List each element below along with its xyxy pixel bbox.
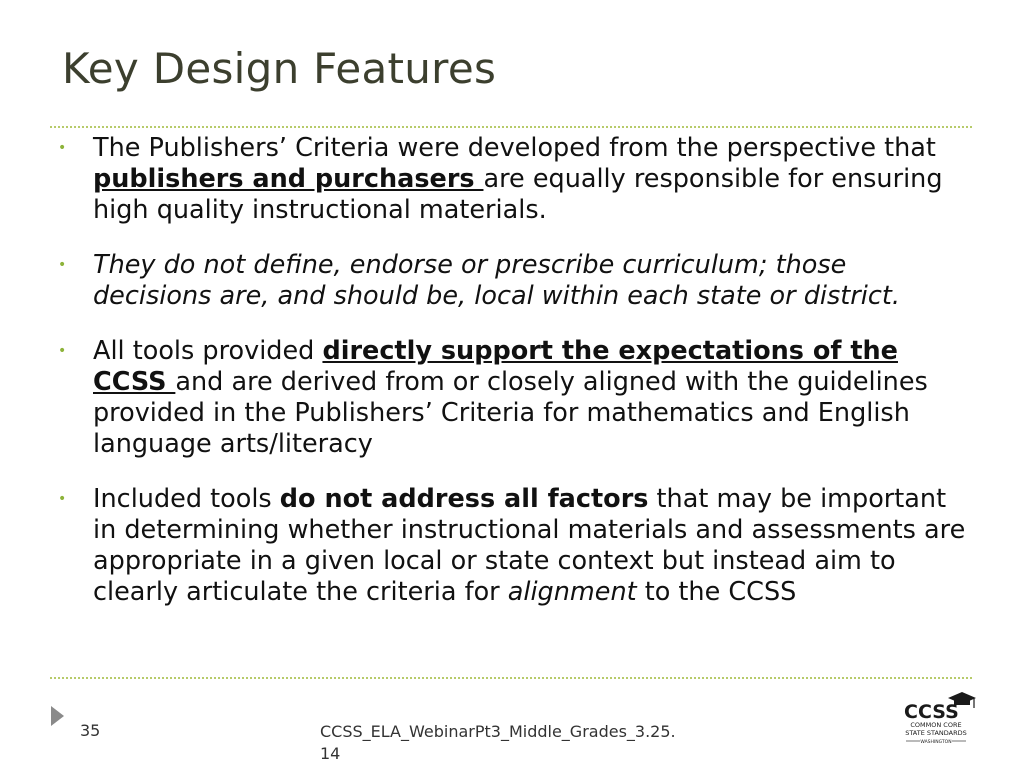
bullet-dot-icon: • <box>58 343 67 359</box>
bullet-dot-icon: • <box>58 257 67 273</box>
top-divider <box>50 126 972 128</box>
bullet-list <box>58 133 968 608</box>
logo-line1: COMMON CORE <box>910 721 962 729</box>
logo-line2: STATE STANDARDS <box>905 729 967 737</box>
bullet-item <box>58 336 968 460</box>
bullet-item <box>58 250 968 312</box>
ccss-logo <box>896 688 976 748</box>
logo-mark: CCSS <box>904 701 959 723</box>
bullet-item <box>58 484 968 608</box>
emphasis-text: alignment <box>507 577 637 607</box>
play-arrow-icon <box>51 706 64 726</box>
footer-file-label: CCSS_ELA_WebinarPt3_Middle_Grades_3.25. 14 <box>320 722 676 763</box>
logo-line3: WASHINGTON <box>920 740 952 745</box>
bullet-item <box>58 133 968 226</box>
bottom-divider <box>50 677 972 679</box>
emphasis-text: do not address all factors <box>279 484 649 514</box>
emphasis-text: directly support the expectations of the CCSS <box>93 336 898 397</box>
emphasis-text: publishers and purchasers <box>93 164 484 194</box>
bullet-dot-icon: • <box>58 491 67 507</box>
bullet-dot-icon: • <box>58 140 67 156</box>
bullet-text: All tools provided directly support the expectations of the CCSS and are derived from or closely aligned with the guidelines provided in the Publishers’ Criteria for mathematics and English language arts/literacy <box>93 336 928 459</box>
slide-number: 35 <box>80 721 101 740</box>
bullet-text: Included tools do not address all factors that may be important in determining whether instructional materials and assessments are appropriate in a given local or state context but instead aim to clearly articulate the criteria for alignment to the CCSS <box>93 484 966 607</box>
bullet-text: They do not define, endorse or prescribe curriculum; those decisions are, and should be, local within each state or district. <box>93 250 900 311</box>
slide-title: Key Design Features <box>62 44 497 93</box>
bullet-text: The Publishers’ Criteria were developed from the perspective that publishers and purchasers are equally responsible for ensuring high quality instructional materials. <box>93 133 943 225</box>
